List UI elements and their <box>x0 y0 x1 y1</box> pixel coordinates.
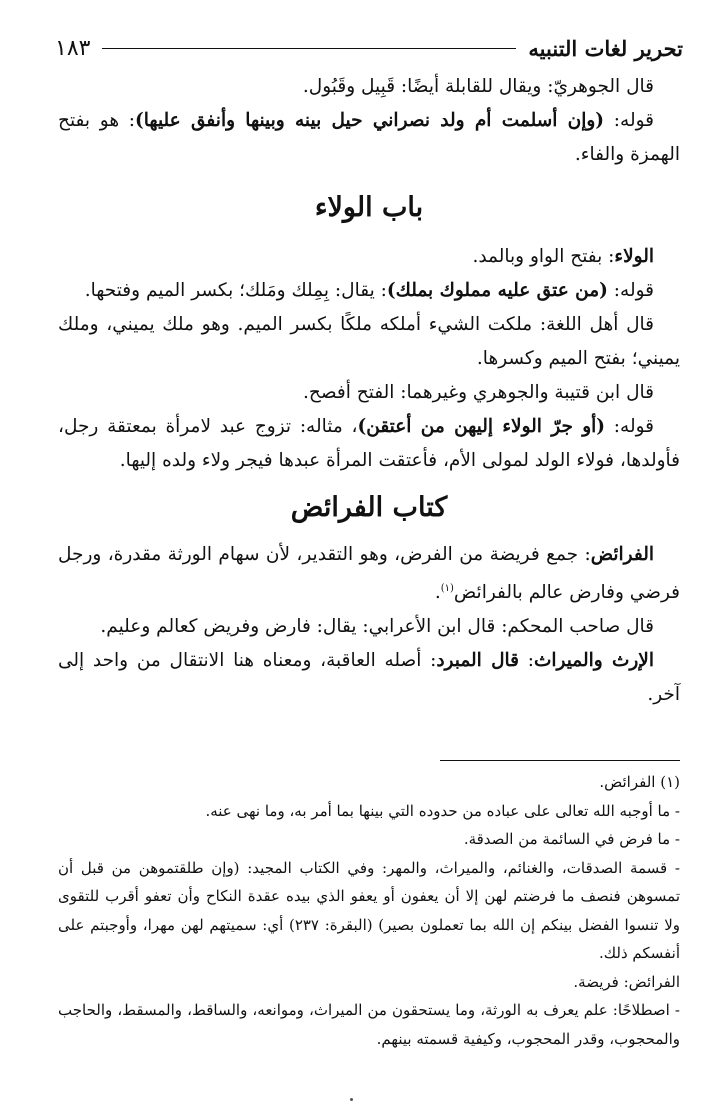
quoted-text: (من عتق عليه مملوك بملك) <box>386 280 608 301</box>
page-dot <box>350 1098 353 1101</box>
paragraph-wala-def <box>58 240 680 274</box>
paragraph-irth <box>58 644 680 712</box>
page-number: ١٨٣ <box>55 35 91 61</box>
main-text <box>58 70 680 712</box>
footnote-line: الفرائض: فريضة. <box>573 972 680 991</box>
sep: : <box>519 650 534 672</box>
rest: ، مثاله: تزوج عبد لامرأة بمعتقة رجل، فأولدها، فولاء الولد لمولى الأم، فأعتقت المرأة عبدها فيجر ولاء ولده إليها. <box>58 416 680 471</box>
term: الفرائض <box>590 544 654 565</box>
lead: قوله: <box>607 280 654 301</box>
footnote-line: - ما أوجبه الله تعالى على عباده من حدوده التي بينها بما أمر به، وما نهى عنه. <box>205 801 680 820</box>
paragraph-jarr-wala <box>58 410 680 478</box>
footnote-rule <box>440 760 680 761</box>
section-title-faraid: كتاب الفرائض <box>290 492 448 523</box>
paragraph-umm-walad <box>58 104 680 172</box>
term: الولاء <box>614 246 654 267</box>
quoted-text: (وإن أسلمت أم ولد نصراني حيل بينه وبينها وأنفق عليها) <box>135 110 605 131</box>
term: الإرث والميراث <box>533 650 654 672</box>
footnote-line: - ما فرض في السائمة من الصدقة. <box>463 830 680 848</box>
bold-attribution: قال المبرد <box>436 650 519 672</box>
paragraph-ahl-lugha: قال أهل اللغة: ملكت الشيء أملكه ملكًا بكسر الميم. وهو ملك يميني، وملك يميني؛ بفتح الميم وكسرها. <box>58 314 680 369</box>
rest: : أصله العاقبة، ومعناه هنا الانتقال من واحد إلى آخر. <box>58 650 680 706</box>
paragraph-faraid-def <box>58 538 680 610</box>
rest: : هو بفتح الهمزة والفاء. <box>58 110 680 165</box>
footnote-marker: (١) <box>440 583 454 594</box>
header-rule <box>102 48 516 49</box>
lead: قوله: <box>604 110 654 131</box>
section-title-wala: باب الولاء <box>314 192 424 223</box>
paragraph-jawhari: قال الجوهريّ: ويقال للقابلة أيضًا: قَبِيل وقَبُول. <box>302 76 654 97</box>
end: . <box>434 582 441 604</box>
rest: : بفتح الواو وبالمد. <box>472 246 615 267</box>
footnote-line: (١) الفرائض. <box>599 773 680 791</box>
paragraph-ibn-qutayba: قال ابن قتيبة والجوهري وغيرهما: الفتح أفصح. <box>303 382 654 403</box>
rest: : يقال: بِمِلك ومَلك؛ بكسر الميم وفتحها. <box>84 280 387 301</box>
lead: قوله: <box>605 416 654 437</box>
quoted-text: (أو جرّ الولاء إليهن من أعتقن) <box>357 416 606 437</box>
footnote-line: - اصطلاحًا: علم يعرف به الورثة، وما يستحقون من الميراث، وموانعه، والساقط، والمسقط، والحاجب والمحجوب، وقدر المحجوب، وكيفية قسمته بينهم. <box>58 1001 680 1048</box>
rest: : جمع فريضة من الفرض، وهو التقدير، لأن سهام الورثة مقدرة، ورجل فرضي وفارض عالم بالفرائض <box>58 544 680 604</box>
footnote-line: - قسمة الصدقات، والغنائم، والميراث، والمهر: وفي الكتاب المجيد: (وإن طلقتموهن من قبل أن تمسوهن فنصف ما فرضتم لهن إلا أن يعفون أو يعفو الذي بيده عقدة النكاح وأن تعفو أقرب للتقوى ولا تنسوا الفضل بينكم إن الله بما تعملون بصير) (البقرة: ٢٣٧) أي: سميتهم لهن مهرا، وأوجبتم على أنفسكم ذلك. <box>58 858 680 962</box>
running-title: تحرير لغات التنبيه <box>528 35 683 61</box>
page-header <box>55 30 683 66</box>
footnotes <box>58 768 680 1053</box>
paragraph-muhkam: قال صاحب المحكم: قال ابن الأعرابي: يقال: فارض وفريض كعالم وعليم. <box>100 616 654 638</box>
paragraph-milk <box>58 274 680 308</box>
